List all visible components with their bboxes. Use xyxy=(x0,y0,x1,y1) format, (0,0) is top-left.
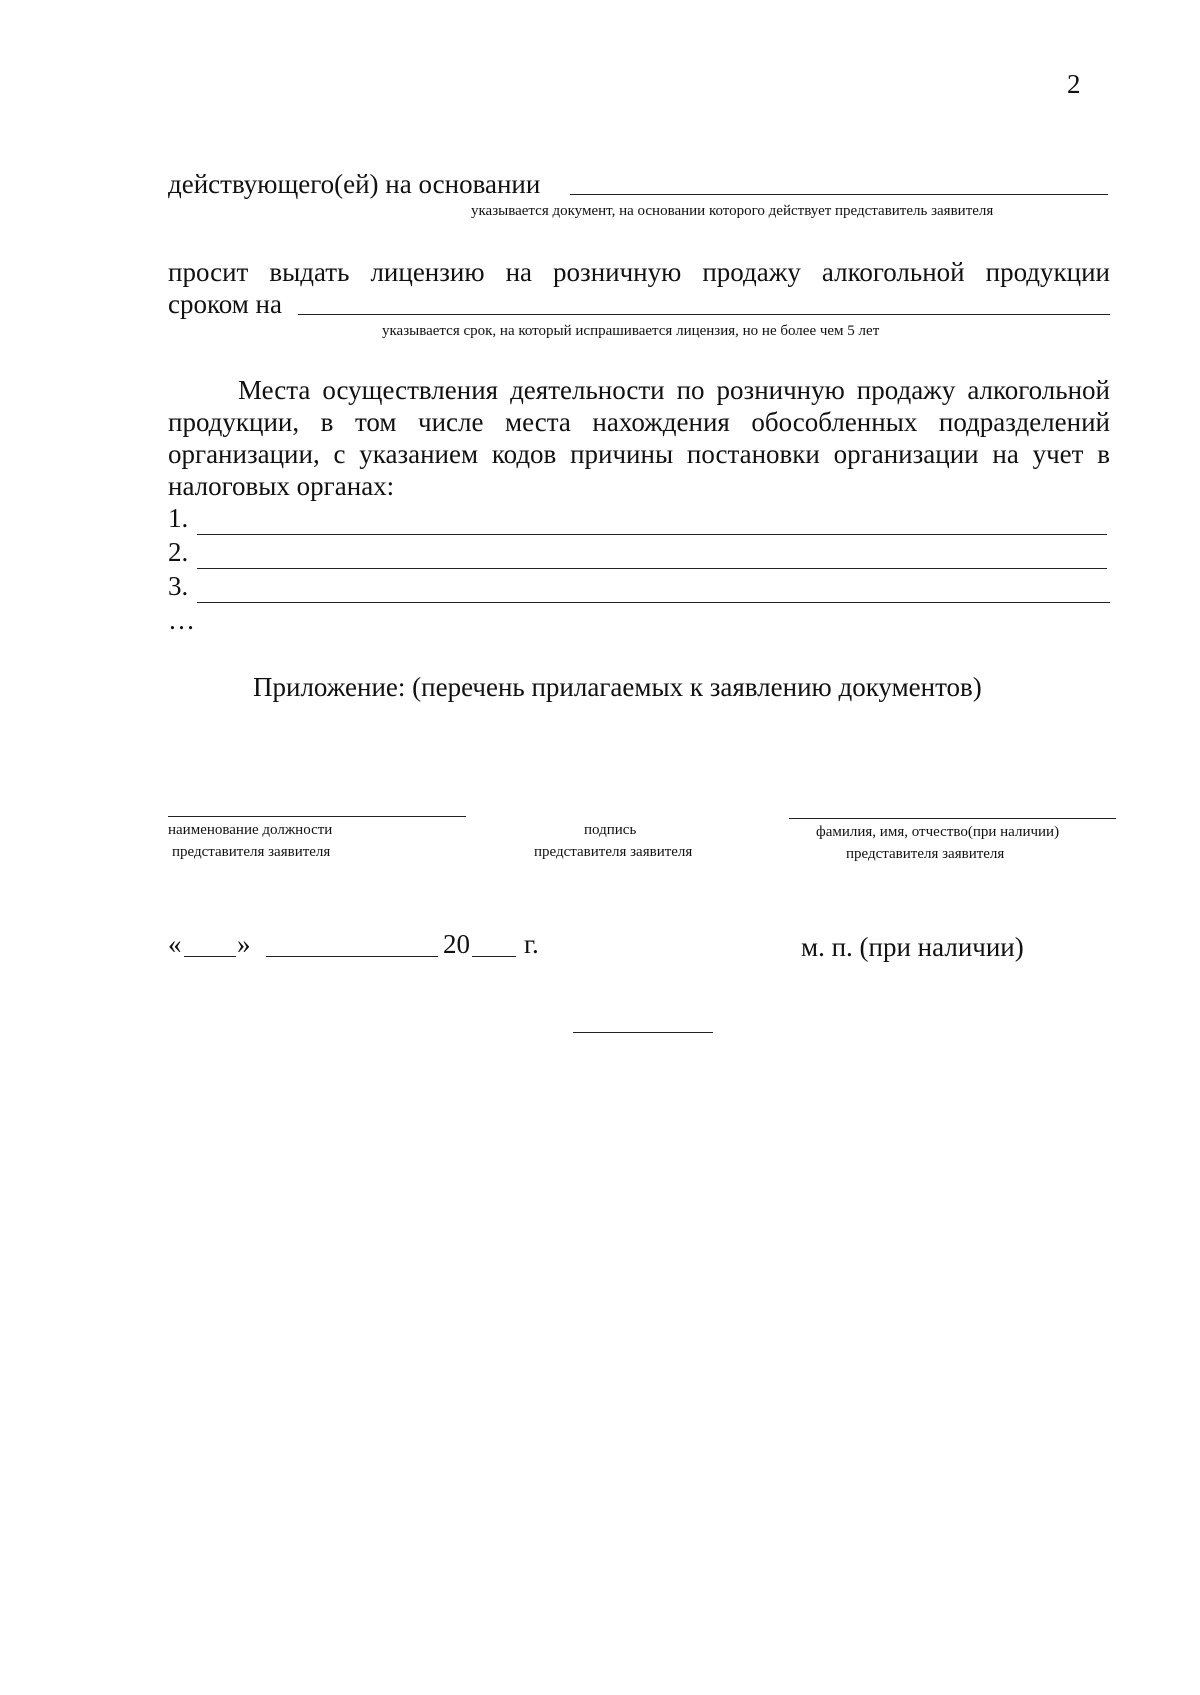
stamp-note: м. п. (при наличии) xyxy=(801,932,1024,962)
closing-separator xyxy=(573,1032,713,1033)
place-item-1-number: 1. xyxy=(168,503,189,533)
places-line-3: организации, с указанием кодов причины постановки организации на учет в xyxy=(168,439,1110,469)
place-item-3-line xyxy=(197,602,1110,603)
signature-caption-1: подпись xyxy=(584,822,637,838)
name-caption-2: представителя заявителя xyxy=(846,846,1005,862)
place-item-1-line xyxy=(197,534,1107,535)
signature-caption-2: представителя заявителя xyxy=(534,844,693,860)
attachment-heading: Приложение: (перечень прилагаемых к заявлению документов) xyxy=(253,672,982,702)
request-term-blank-line xyxy=(298,314,1110,315)
request-hint: указывается срок, на который испрашивается лицензия, но не более чем 5 лет xyxy=(382,323,880,339)
date-year-line xyxy=(472,956,516,957)
place-item-2-line xyxy=(197,568,1107,569)
date-day-line xyxy=(184,956,236,957)
request-term-label: сроком на xyxy=(168,289,282,319)
name-signature-line xyxy=(789,818,1116,819)
places-line-4: налоговых органах: xyxy=(168,471,395,501)
date-open-quote: « xyxy=(168,929,182,959)
place-item-2-number: 2. xyxy=(168,537,189,567)
request-line-1: просит выдать лицензию на розничную продажу алкогольной продукции xyxy=(168,257,1110,287)
name-caption-1: фамилия, имя, отчество(при наличии) xyxy=(816,824,1060,840)
place-item-3-number: 3. xyxy=(168,571,189,601)
position-signature-line xyxy=(168,816,466,817)
date-year-suffix: г. xyxy=(524,929,539,959)
basis-blank-line xyxy=(570,194,1108,195)
position-caption-1: наименование должности xyxy=(168,822,333,838)
date-close-quote: » xyxy=(237,929,251,959)
position-caption-2: представителя заявителя xyxy=(172,844,331,860)
basis-hint: указывается документ, на основании которого действует представитель заявителя xyxy=(471,203,994,219)
page-number: 2 xyxy=(1067,69,1081,99)
places-line-1: Места осуществления деятельности по розничную продажу алкогольной xyxy=(238,375,1110,405)
places-ellipsis: … xyxy=(168,605,195,635)
date-month-line xyxy=(266,956,438,957)
date-year-prefix: 20 xyxy=(443,929,470,959)
places-line-2: продукции, в том числе места нахождения обособленных подразделений xyxy=(168,407,1110,437)
basis-label: действующего(ей) на основании xyxy=(168,169,541,199)
